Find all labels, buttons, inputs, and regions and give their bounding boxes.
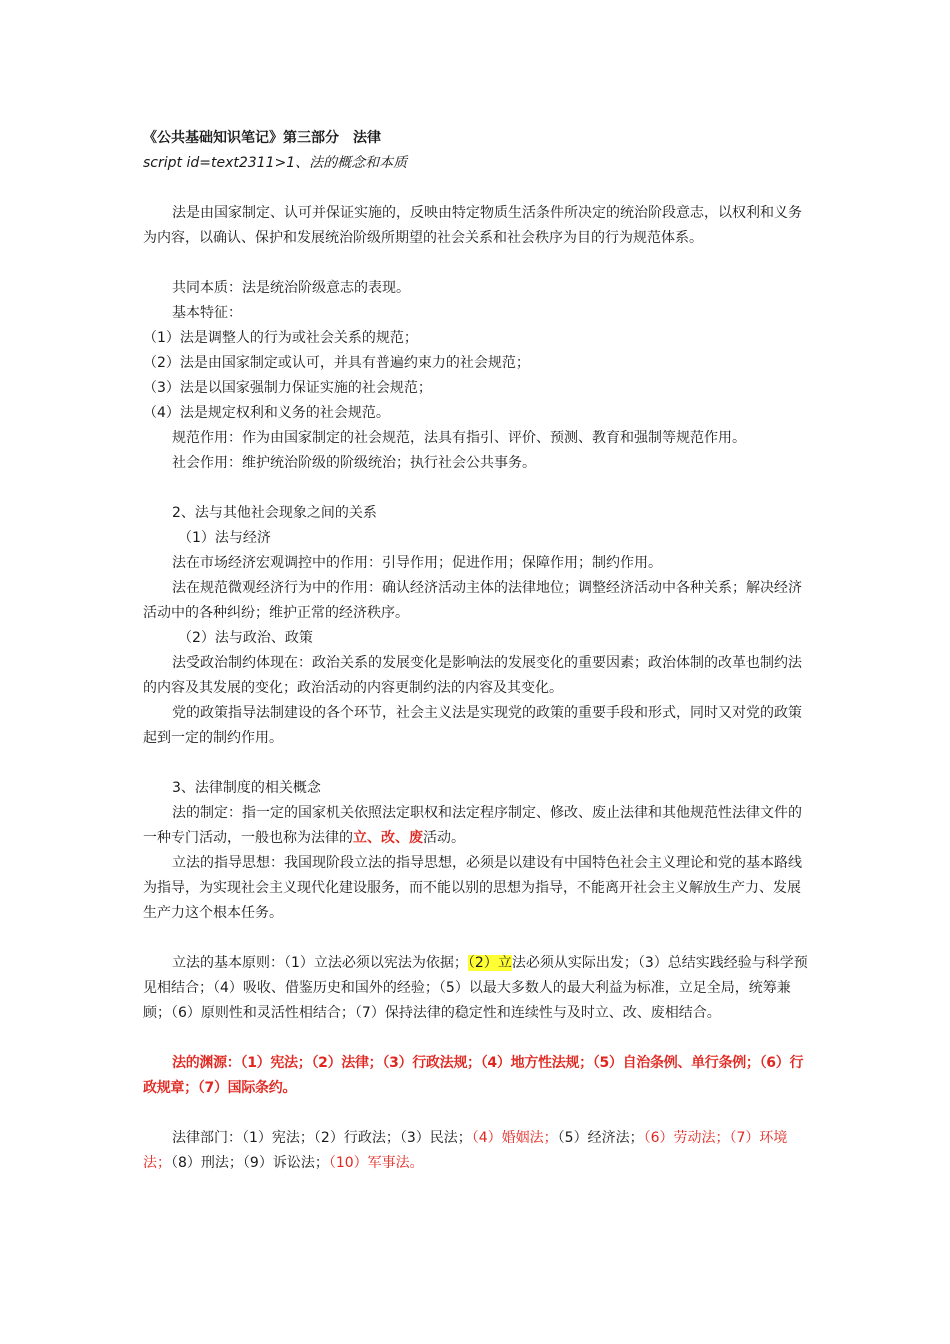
political-constraint: 法受政治制约体现在：政治关系的发展变化是影响法的发展变化的重要因素；政治体制的改革也制约法的内容及其发展的变化；政治活动的内容更制约法的内容及其变化。: [143, 655, 802, 696]
micro-economy-role: 法在规范微观经济行为中的作用：确认经济活动主体的法律地位；调整经济活动中各种关系；解决经济活动中的各种纠纷；维护正常的经济秩序。: [143, 580, 802, 621]
subsection-law-economy: （1）法与经济: [178, 530, 271, 546]
section-1-heading: script id=text2311>1、法的概念和本质: [143, 155, 408, 171]
highlighted-text: （2）立: [467, 955, 512, 971]
document-body: [143, 126, 811, 1176]
feature-item: （2）法是由国家制定或认可，并具有普遍约束力的社会规范；: [143, 355, 530, 371]
sources-of-law: 法的渊源：（1）宪法；（2）法律；（3）行政法规；（4）地方性法规；（5）自治条例、单行条例；（6）行政规章；（7）国际条约。: [143, 1055, 804, 1096]
feature-item: （1）法是调整人的行为或社会关系的规范；: [143, 330, 418, 346]
social-function: 社会作用：维护统治阶级的阶级统治；执行社会公共事务。: [172, 455, 536, 471]
document-title: 《公共基础知识笔记》第三部分 法律: [143, 130, 381, 146]
law-definition: 法是由国家制定、认可并保证实施的，反映由特定物质生活条件所决定的统治阶段意志，以权利和义务为内容，以确认、保护和发展统治阶级所期望的社会关系和社会秩序为目的行为规范体系。: [143, 205, 802, 246]
subsection-law-politics: （2）法与政治、政策: [178, 630, 313, 646]
section-2-heading: 2、法与其他社会现象之间的关系: [172, 505, 377, 521]
features-label: 基本特征：: [172, 305, 242, 321]
feature-item: （4）法是规定权利和义务的社会规范。: [143, 405, 390, 421]
legislative-guiding-thought: 立法的指导思想：我国现阶段立法的指导思想，必须是以建设有中国特色社会主义理论和党的基本路线为指导，为实现社会主义现代化建设服务，而不能以别的思想为指导，不能离开社会主义解放生产力、发展生产力这个根本任务。: [143, 855, 802, 921]
common-essence: 共同本质：法是统治阶级意志的表现。: [172, 280, 410, 296]
section-3-heading: 3、法律制度的相关概念: [172, 780, 321, 796]
normative-function: 规范作用：作为由国家制定的社会规范，法具有指引、评价、预测、教育和强制等规范作用。: [172, 430, 746, 446]
macro-control-role: 法在市场经济宏观调控中的作用：引导作用；促进作用；保障作用；制约作用。: [172, 555, 662, 571]
law-making: 法的制定：指一定的国家机关依照法定职权和法定程序制定、修改、废止法律和其他规范性法律文件的一种专门活动，一般也称为法律的立、改、废活动。: [143, 805, 802, 846]
feature-item: （3）法是以国家强制力保证实施的社会规范；: [143, 380, 432, 396]
party-policy: 党的政策指导法制建设的各个环节，社会主义法是实现党的政策的重要手段和形式，同时又对党的政策起到一定的制约作用。: [143, 705, 802, 746]
highlight-red-text: 立、改、废: [353, 830, 423, 846]
legislative-principles: 立法的基本原则：（1）立法必须以宪法为依据；（2）立法必须从实际出发；（3）总结实践经验与科学预见相结合；（4）吸收、借鉴历史和国外的经验；（5）以最大多数人的最大利益为标准，立足全局，统筹兼顾；（6）原则性和灵活性相结合；（7）保持法律的稳定性和连续性与及时立、改、废相结合。: [143, 955, 808, 1021]
legal-departments: 法律部门：（1）宪法；（2）行政法；（3）民法；（4）婚姻法；（5）经济法；（6）劳动法；（7）环境法；（8）刑法；（9）诉讼法；（10）军事法。: [143, 1130, 788, 1171]
